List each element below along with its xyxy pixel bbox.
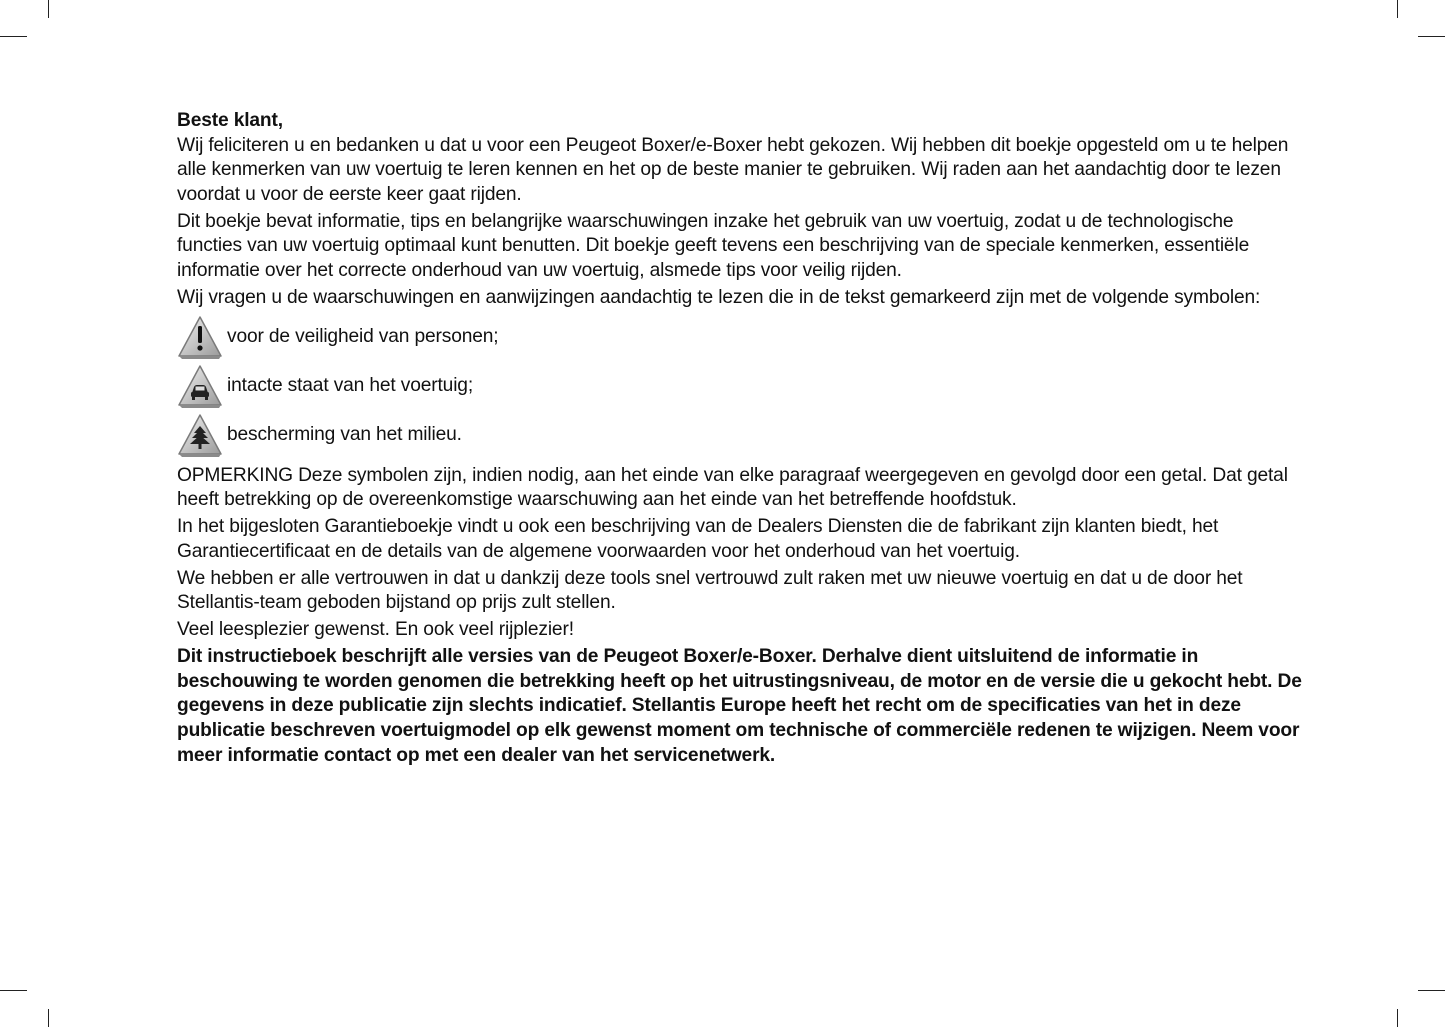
tree-warning-icon — [177, 412, 223, 458]
symbol-label: bescherming van het milieu. — [227, 423, 462, 445]
crop-mark-bottom-right-vertical — [1397, 1009, 1398, 1027]
warranty-paragraph: In het bijgesloten Garantieboekje vindt u ook een beschrijving van de Dealers Diensten die de fabrikant zijn klanten biedt, het Garantiecertificaat en de details van de algemene voorwaarden voor het onderhoud van het voertuig. — [177, 516, 1219, 562]
greeting: Beste klant, — [177, 110, 283, 131]
symbol-item-vehicle — [177, 362, 1302, 411]
intro-paragraph-1: Wij feliciteren u en bedanken u dat u voor een Peugeot Boxer/e-Boxer hebt gekozen. Wij hebben dit boekje opgesteld om u te helpen alle kenmerken van uw voertuig te leren kennen en het op de beste manier te gebruiken. Wij raden aan het aandachtig door te lezen voordat u voor de eerste keer gaat rijden. — [177, 134, 1289, 205]
exclamation-warning-icon — [177, 314, 223, 360]
crop-mark-top-left-horizontal — [0, 36, 27, 37]
crop-mark-bottom-left-horizontal — [0, 990, 27, 991]
closing-paragraph: Veel leesplezier gewenst. En ook veel rijplezier! — [177, 619, 574, 641]
crop-mark-bottom-left-vertical — [48, 1009, 49, 1027]
symbol-label: voor de veiligheid van personen; — [227, 325, 499, 347]
versions-notice: Dit instructieboek beschrijft alle versies van de Peugeot Boxer/e-Boxer. Derhalve dient uitsluitend de informatie in beschouwing te worden genomen die betrekking heeft op het uitrustingsniveau, de motor en de versie die u gekocht hebt. De gegevens in deze publicatie zijn slechts indicatief. Stellantis Europe heeft het recht om de specificaties van het in deze publicatie beschreven voertuigmodel op elk gewenst moment om technische of commerciële redenen te wijzigen. Neem voor meer informatie contact op met een dealer van het servicenetwerk. — [177, 646, 1302, 766]
crop-mark-top-right-horizontal — [1418, 36, 1445, 37]
symbol-item-environment — [177, 411, 1302, 460]
intro-paragraph-3: Wij vragen u de waarschuwingen en aanwijzingen aandachtig te lezen die in de tekst gemarkeerd zijn met de volgende symbolen: — [177, 286, 1261, 308]
crop-mark-bottom-right-horizontal — [1418, 990, 1445, 991]
symbol-label: intacte staat van het voertuig; — [227, 374, 474, 396]
crop-mark-top-right-vertical — [1397, 0, 1398, 18]
symbol-list — [177, 313, 1302, 460]
document-body — [177, 109, 1302, 771]
intro-paragraph-2: Dit boekje bevat informatie, tips en belangrijke waarschuwingen inzake het gebruik van uw voertuig, zodat u de technologische functies van uw voertuig optimaal kunt benutten. Dit boekje geeft tevens een beschrijving van de speciale kenmerken, essentiële informatie over het correcte onderhoud van uw voertuig, alsmede tips voor veilig rijden. — [177, 210, 1250, 281]
crop-mark-top-left-vertical — [48, 0, 49, 18]
symbol-item-personal-safety — [177, 313, 1302, 362]
note-paragraph: OPMERKING Deze symbolen zijn, indien nodig, aan het einde van elke paragraaf weergegeven en gevolgd door een getal. Dat getal heeft betrekking op de overeenkomstige waarschuwing aan het einde van het betreffende hoofdstuk. — [177, 464, 1288, 511]
car-warning-icon — [177, 363, 223, 409]
confidence-paragraph: We hebben er alle vertrouwen in dat u dankzij deze tools snel vertrouwd zult raken met uw nieuwe voertuig en dat u de door het Stellantis-team geboden bijstand op prijs zult stellen. — [177, 567, 1243, 614]
